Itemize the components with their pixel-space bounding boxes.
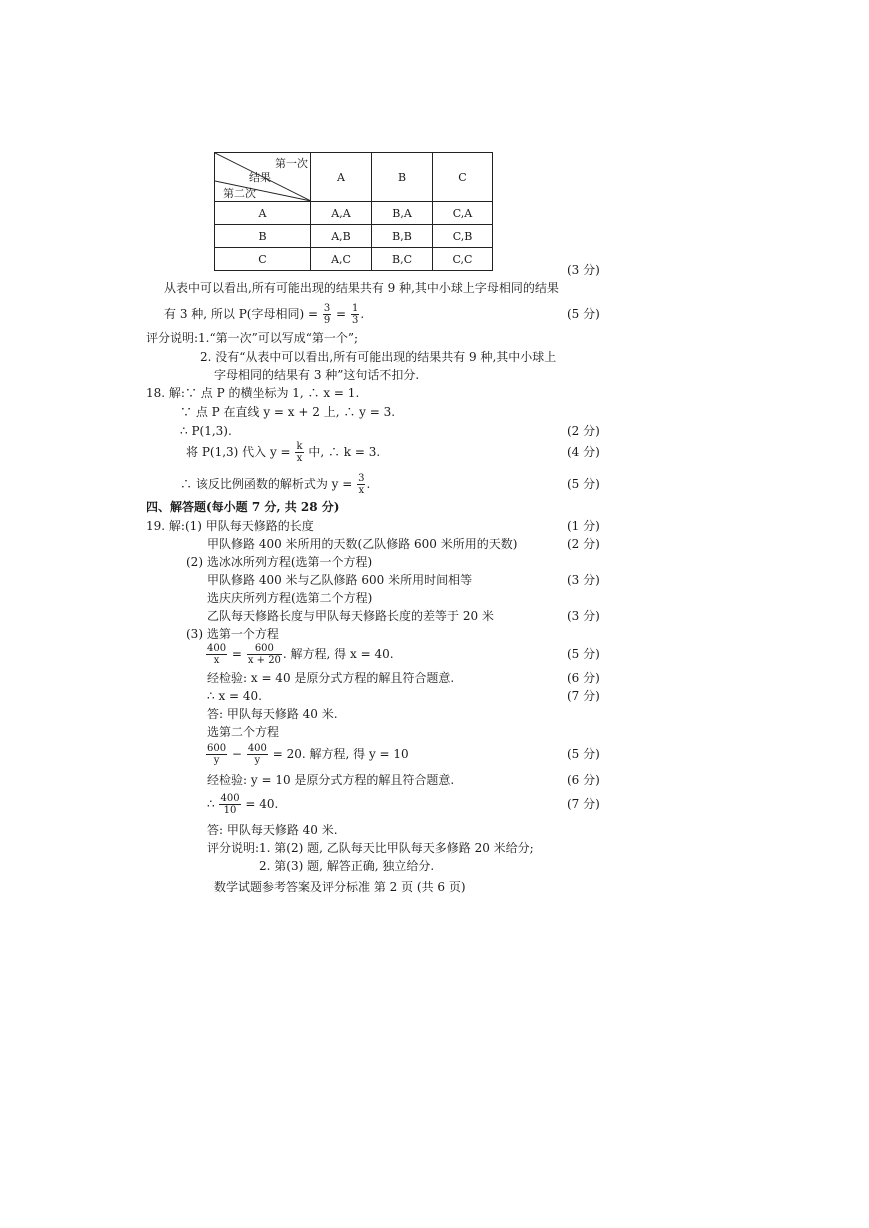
numerator: k	[296, 441, 303, 452]
q18-text: 中, ∴ k = 3.	[308, 445, 381, 459]
page-footer: 数学试题参考答案及评分标准 第 2 页 (共 6 页)	[214, 880, 466, 894]
table-cell: C,C	[433, 248, 493, 271]
denominator: 9	[323, 315, 331, 326]
numerator: 400	[207, 643, 227, 654]
score-label: (2 分)	[567, 424, 600, 438]
q19-text: . 解方程, 得 x = 40.	[282, 647, 394, 661]
q17-line1: 从表中可以看出,所有可能出现的结果共有 9 种,其中小球上字母相同的结果	[164, 281, 559, 295]
score-label: (5 分)	[567, 477, 600, 491]
score-label: (6 分)	[567, 773, 600, 787]
denominator: x	[296, 453, 303, 464]
q19-line10: ∴ x = 40.	[207, 689, 262, 703]
scoring-note-line1: 评分说明:1.“第一次”可以写成“第一个”;	[146, 331, 359, 345]
q19-line12: 选第二个方程	[207, 725, 280, 739]
q19-line11: 答: 甲队每天修路 40 米.	[207, 707, 338, 721]
scoring-note-line3: 字母相同的结果有 3 种”这句话不扣分.	[214, 368, 420, 382]
score-label: (7 分)	[567, 797, 600, 811]
col-header-c: C	[433, 153, 493, 202]
q17-text: 有 3 种, 所以 P(字母相同) =	[164, 307, 319, 321]
table-cell: B,B	[372, 225, 433, 248]
equation-1	[205, 642, 394, 666]
fraction	[295, 441, 303, 464]
q19-text: = 20. 解方程, 得 y = 10	[272, 747, 409, 761]
table-cell: A,A	[311, 202, 372, 225]
fraction	[206, 643, 227, 666]
corner-label-result: 结果	[249, 171, 271, 184]
period: .	[366, 477, 371, 491]
table-cell: C,B	[433, 225, 493, 248]
denominator: 3	[351, 315, 359, 326]
numerator: 3	[358, 473, 365, 484]
equation-2	[205, 742, 409, 766]
q19-line4: 甲队修路 400 米与乙队修路 600 米所用时间相等	[207, 573, 473, 587]
minus-sign: −	[231, 747, 242, 761]
q18-text: 将 P(1,3) 代入 y =	[186, 445, 291, 459]
fraction	[247, 743, 268, 766]
denominator: y	[254, 755, 261, 766]
denominator: x + 20	[247, 655, 281, 666]
corner-label-first: 第一次	[275, 157, 308, 170]
equals-sign: =	[231, 647, 242, 661]
q19-line14: 经检验: y = 10 是原分式方程的解且符合题意.	[207, 773, 455, 787]
q19-line6: 乙队每天修路长度与甲队每天修路长度的差等于 20 米	[207, 609, 494, 623]
col-header-a: A	[311, 153, 372, 202]
numerator: 600	[247, 643, 282, 655]
score-label: (6 分)	[567, 671, 600, 685]
numerator: 600	[207, 743, 227, 754]
numerator: 400	[220, 793, 240, 804]
q19-line1: 19. 解:(1) 甲队每天修路的长度	[146, 519, 314, 533]
numerator: 3	[323, 303, 331, 314]
score-label: (3 分)	[567, 609, 600, 623]
score-label: (2 分)	[567, 537, 600, 551]
table-corner-cell	[215, 153, 311, 202]
scoring-note-line2: 2. 第(3) 题, 解答正确, 独立给分.	[259, 859, 435, 873]
fraction	[351, 303, 359, 326]
row-header: C	[215, 248, 311, 271]
equals-sign: =	[336, 307, 347, 321]
fraction	[219, 793, 240, 816]
q18-line5	[180, 472, 370, 496]
fraction	[206, 743, 227, 766]
q19-line3: (2) 选冰冰所列方程(选第一个方程)	[186, 555, 373, 569]
table-cell: A,B	[311, 225, 372, 248]
scoring-note-line1: 评分说明:1. 第(2) 题, 乙队每天比甲队每天多修路 20 米给分;	[207, 841, 534, 855]
row-header: A	[215, 202, 311, 225]
q18-text: ∴ 该反比例函数的解析式为 y =	[180, 477, 353, 491]
q19-line7: (3) 选第一个方程	[186, 627, 279, 641]
table-cell: C,A	[433, 202, 493, 225]
results-table	[214, 152, 493, 271]
denominator: x	[358, 485, 365, 496]
q18-line2: ∵ 点 P 在直线 y = x + 2 上, ∴ y = 3.	[180, 405, 396, 419]
equation-3	[207, 792, 278, 816]
score-label: (5 分)	[567, 747, 600, 761]
numerator: 400	[247, 743, 267, 754]
col-header-b: B	[372, 153, 433, 202]
table-row	[215, 225, 493, 248]
q19-line5: 选庆庆所列方程(选第二个方程)	[207, 591, 373, 605]
denominator: 10	[223, 805, 237, 816]
corner-label-second: 第二次	[223, 187, 256, 200]
q18-line4	[186, 440, 380, 464]
numerator: 1	[351, 303, 359, 314]
row-header: B	[215, 225, 311, 248]
q19-line2: 甲队修路 400 米所用的天数(乙队修路 600 米所用的天数)	[207, 537, 518, 551]
denominator: y	[213, 755, 220, 766]
table-cell: B,C	[372, 248, 433, 271]
fraction	[247, 643, 282, 666]
therefore-sign: ∴	[207, 797, 215, 811]
table-cell: A,C	[311, 248, 372, 271]
score-label: (5 分)	[567, 647, 600, 661]
fraction	[323, 303, 331, 326]
score-label: (4 分)	[567, 445, 600, 459]
table-row	[215, 248, 493, 271]
score-label: (3 分)	[567, 573, 600, 587]
table-row	[215, 202, 493, 225]
scoring-note-line2: 2. 没有“从表中可以看出,所有可能出现的结果共有 9 种,其中小球上	[200, 350, 557, 364]
score-label: (1 分)	[567, 519, 600, 533]
score-label: (5 分)	[567, 307, 600, 321]
q17-line2	[164, 302, 364, 326]
fraction	[357, 473, 365, 496]
q18-line1: 18. 解:∵ 点 P 的横坐标为 1, ∴ x = 1.	[146, 386, 360, 400]
score-label: (3 分)	[567, 263, 600, 277]
period: .	[360, 307, 365, 321]
denominator: x	[213, 655, 220, 666]
q18-line3: ∴ P(1,3).	[180, 424, 232, 438]
table-header-row	[215, 153, 493, 202]
q19-line16: 答: 甲队每天修路 40 米.	[207, 823, 338, 837]
section-heading: 四、解答题(每小题 7 分, 共 28 分)	[146, 500, 340, 514]
q19-line9: 经检验: x = 40 是原分式方程的解且符合题意.	[207, 671, 455, 685]
table-cell: B,A	[372, 202, 433, 225]
score-label: (7 分)	[567, 689, 600, 703]
q19-text: = 40.	[245, 797, 279, 811]
